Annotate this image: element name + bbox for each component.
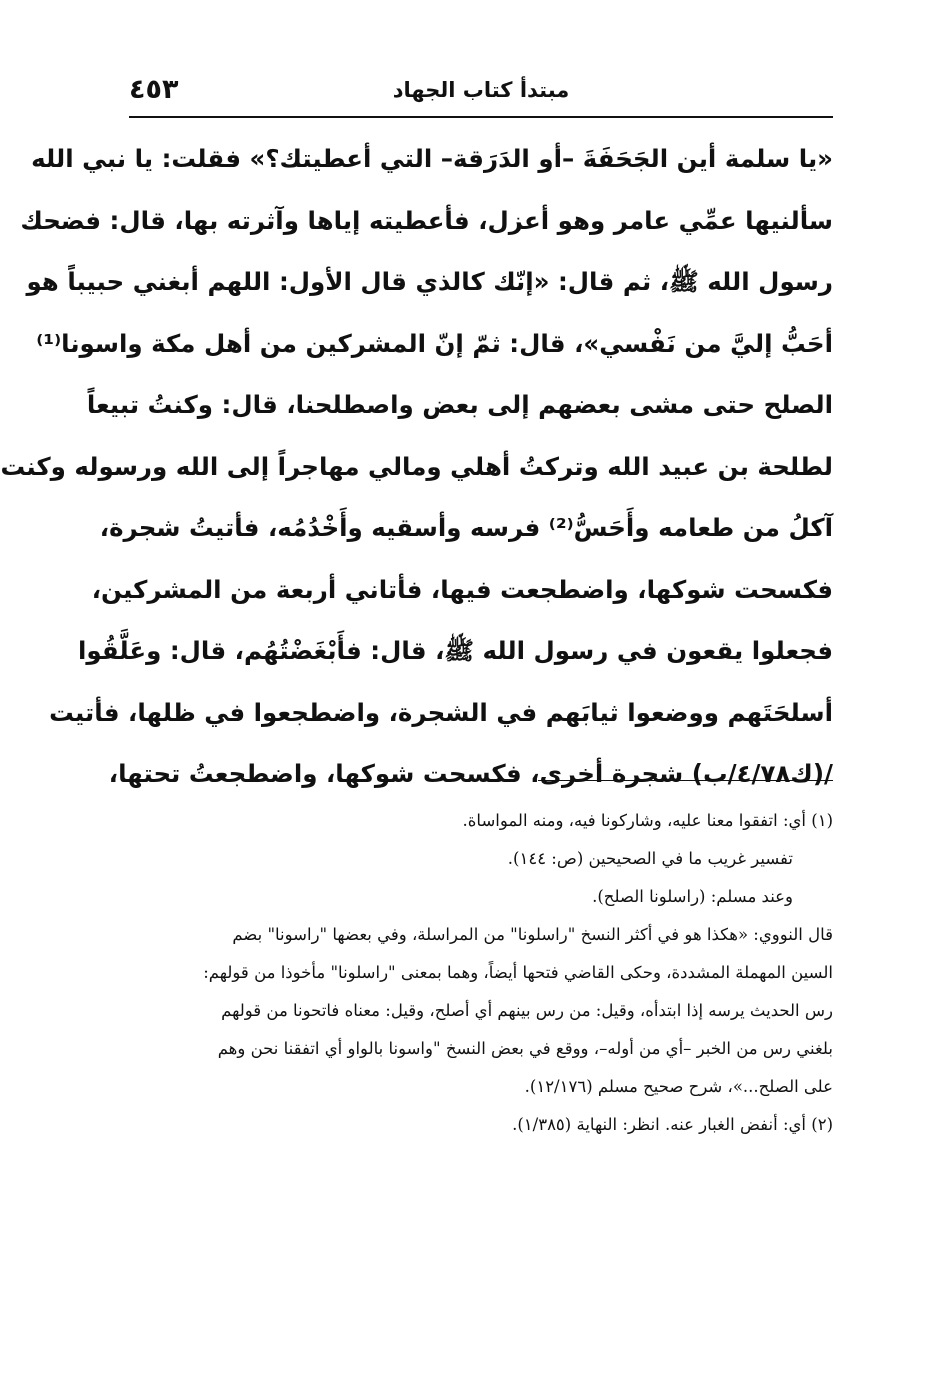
text-line: لطلحة بن عبيد الله وتركتُ أهلي ومالي مهاجراً إلى الله ورسوله وكنت (0, 451, 833, 481)
text-line: أحَبُّ إليَّ من نَفْسي»، قال: ثمّ إنّ المشركين من أهل مكة واسونا⁽¹⁾ (36, 328, 833, 358)
footnote-divider (538, 780, 833, 781)
footnotes (131, 802, 833, 1144)
page-number: ٤٥٣ (129, 74, 179, 105)
footnote-line: تفسير غريب ما في الصحيحين (ص: ١٤٤). (507, 849, 793, 868)
footnote-line: وعند مسلم: (راسلونا الصلح). (592, 887, 793, 906)
text-line: أسلحَتَهم ووضعوا ثيابَهم في الشجرة، واضطجعوا في ظلها، فأتيت (49, 697, 833, 727)
footnote-line: بلغني رس من الخبر –أي من أوله–، ووقع في بعض النسخ "واسونا بالواو أي اتفقنا نحن وهم (217, 1039, 833, 1058)
running-title: مبتدأ كتاب الجهاد (392, 78, 570, 102)
footnote-line: رس الحديث يرسه إذا ابتدأه، وقيل: من رس بينهم أي أصلح، وقيل: معناه فاتحونا من قولهم (221, 1001, 833, 1020)
main-text (0, 128, 833, 805)
footnote-line: قال النووي: «هكذا هو في أكثر النسخ "راسلونا" من المراسلة، وفي بعضها "راسونا" بضم (232, 925, 833, 944)
text-line: الصلح حتى مشى بعضهم إلى بعض واصطلحنا، قال: وكنتُ تبيعاً (86, 390, 833, 419)
footnote-line: (١) أي: اتفقوا معنا عليه، وشاركونا فيه، ومنه المواساة. (462, 811, 833, 830)
text-line: رسول الله ﷺ، ثم قال: «إنّك كالذي قال الأول: اللهم أبغني حبيباً هو (26, 267, 833, 296)
text-line: فكسحت شوكها، واضطجعت فيها، فأتاني أربعة من المشركين، (91, 574, 833, 604)
footnote-line: السين المهملة المشددة، وحكى القاضي فتحها أيضاً، وهما بمعنى "راسلونا" مأخوذا من قولهم: (203, 963, 833, 982)
page-header (129, 74, 833, 114)
text-line: /(ك٤/٧٨/ب) شجرة أخرى، فكسحت شوكها، واضطجعتُ تحتها، (108, 759, 833, 788)
text-line: سألنيها عمِّي عامر وهو أعزل، فأعطيته إياها وآثرته بها، قال: فضحك (20, 205, 833, 235)
text-line: آكلُ من طعامه وأَحَسُّ⁽²⁾ فرسه وأسقيه وأَخْدُمُه، فأتيتُ شجرة، (99, 513, 833, 542)
text-line: «يا سلمة أين الجَحَفَةَ –أو الدَرَقة– التي أعطيتك؟» فقلت: يا نبي الله (31, 144, 833, 173)
footnote-line: (٢) أي: أنفض الغبار عنه. انظر: النهاية (١/٣٨٥). (512, 1115, 833, 1134)
footnote-line: على الصلح...»، شرح صحيح مسلم (١٢/١٧٦). (524, 1077, 833, 1096)
text-line: فجعلوا يقعون في رسول الله ﷺ، قال: فأَبْغَضْتُهُم، قال: وعَلَّقُوا (77, 636, 833, 665)
header-divider (129, 116, 833, 118)
